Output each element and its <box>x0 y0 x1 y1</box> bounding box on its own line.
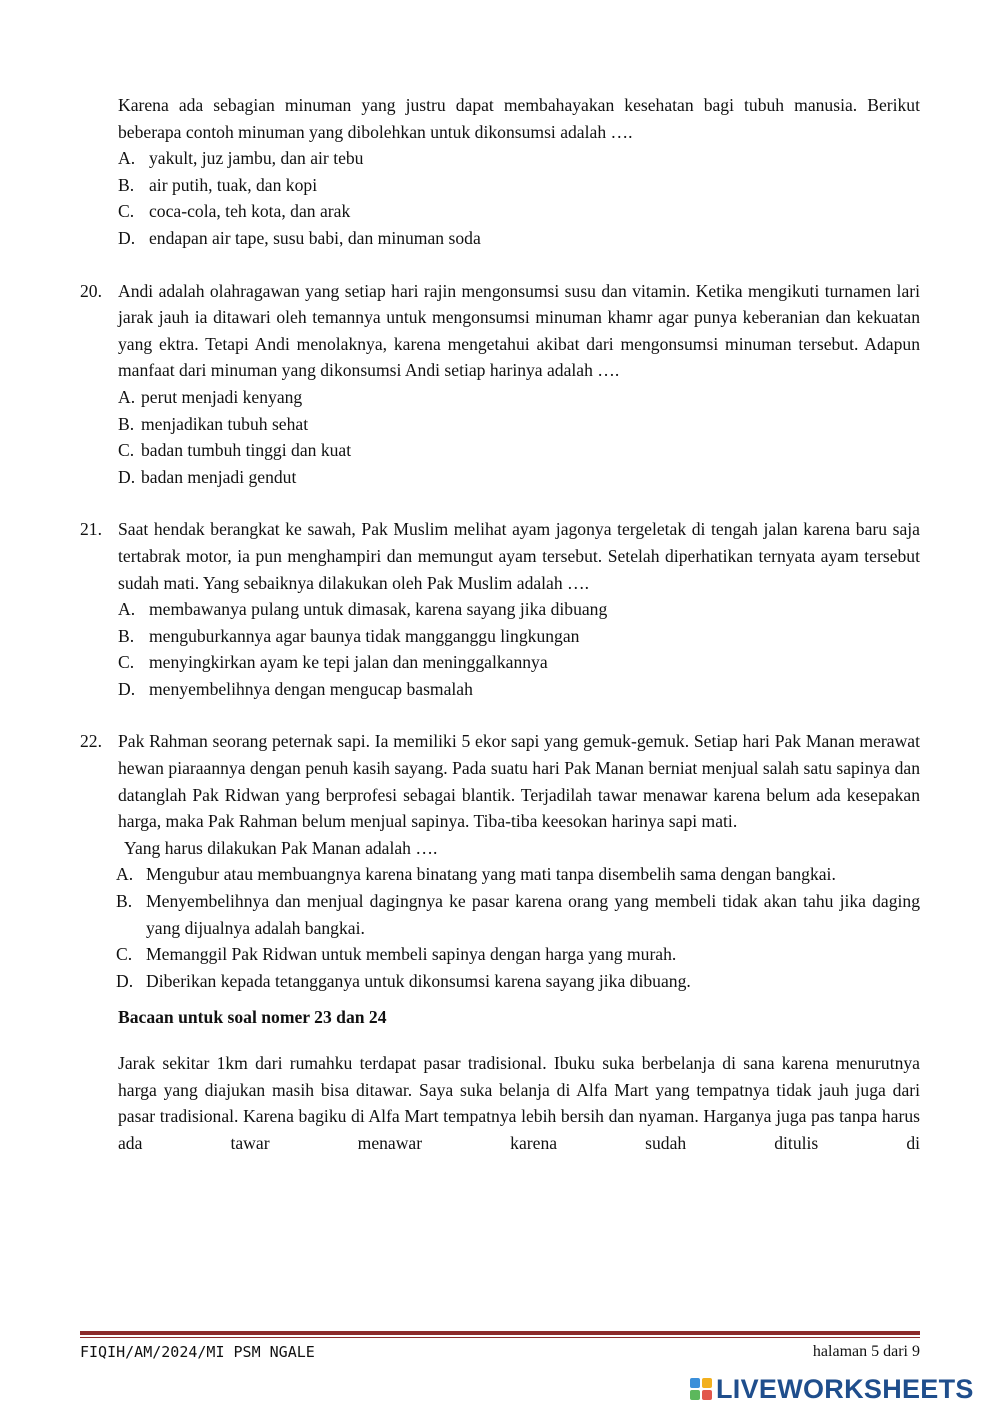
liveworksheets-icon <box>690 1378 712 1400</box>
question-number: 21. <box>80 519 102 540</box>
question-number: 22. <box>80 731 102 752</box>
q20-option-a[interactable]: A. perut menjadi kenyang <box>118 386 303 407</box>
question-text: Andi adalah olahragawan yang setiap hari rajin mengonsumsi susu dan vitamin. Ketika mengikuti turnamen lari jarak jauh ia ditawari oleh temannya untuk mengonsumsi minuman khamr agar punya keberanian dan kekuatan yang ektra. Tetapi Andi menolaknya, karena mengetahui akibat dari mengonsumsi minuman tersebut. Adapun manfaat dari minuman yang dikonsumsi Andi setiap harinya adalah …. <box>118 280 920 381</box>
footer-divider <box>80 1331 920 1338</box>
page-content <box>80 92 920 1156</box>
q19-option-d[interactable]: D. endapan air tape, susu babi, dan minuman soda <box>118 227 481 248</box>
q19-options <box>118 145 920 251</box>
q19-intro: Karena ada sebagian minuman yang justru dapat membahayakan kesehatan bagi tubuh manusia. Berikut beberapa contoh minuman yang dibolehkan untuk dikonsumsi adalah …. <box>118 95 920 142</box>
question-number: 20. <box>80 280 102 301</box>
question-prompt: Yang harus dilakukan Pak Manan adalah …. <box>124 837 438 858</box>
q21-option-c[interactable]: C. menyingkirkan ayam ke tepi jalan dan meninggalkannya <box>118 652 548 673</box>
q20-option-c[interactable]: C. badan tumbuh tinggi dan kuat <box>118 440 352 461</box>
reading-title: Bacaan untuk soal nomer 23 dan 24 <box>118 1007 387 1028</box>
liveworksheets-wordmark: LIVEWORKSHEETS <box>716 1373 974 1404</box>
q22-options <box>116 861 920 994</box>
q19-option-c[interactable]: C. coca-cola, teh kota, dan arak <box>118 201 351 222</box>
q22-option-c[interactable]: C. Memanggil Pak Ridwan untuk membeli sapinya dengan harga yang murah. <box>116 944 677 965</box>
q20-options <box>118 384 920 490</box>
question-22 <box>80 728 920 861</box>
q21-option-d[interactable]: D. menyembelihnya dengan mengucap basmalah <box>118 678 473 699</box>
liveworksheets-logo <box>690 1374 974 1404</box>
question-text: Pak Rahman seorang peternak sapi. Ia memiliki 5 ekor sapi yang gemuk-gemuk. Setiap hari Pak Manan merawat hewan piaraannya dengan penuh kasih sayang. Pada suatu hari Pak Manan berniat menjual salah satu sapinya dan datanglah Pak Ridwan yang berprofesi sebagai blantik. Terjadilah tawar menawar karena belum ada kesepakan harga, maka Pak Rahman belum menjual sapinya. Tiba-tiba keesokan harinya sapi mati. <box>118 731 920 832</box>
reading-passage: Jarak sekitar 1km dari rumahku terdapat pasar tradisional. Ibuku suka berbelanja di sana karena menurutnya harga yang diajukan masih bisa ditawar. Saya suka belanja di Alfa Mart yang tempatnya tidak jauh juga dari pasar tradisional. Karena bagiku di Alfa Mart tempatnya lebih bersih dan nyaman. Harganya juga pas tanpa harus ada tawar menawar karena sudah ditulis di <box>118 1053 920 1153</box>
q21-option-b[interactable]: B. menguburkannya agar baunya tidak mangganggu lingkungan <box>118 625 580 646</box>
q22-option-b[interactable]: B. Menyembelihnya dan menjual dagingnya ke pasar karena orang yang membeli tidak akan tahu jika daging yang dijualnya adalah bangkai. <box>116 891 920 938</box>
footer-course-code: FIQIH/AM/2024/MI PSM NGALE <box>80 1343 315 1361</box>
q22-option-a[interactable]: A. Mengubur atau membuangnya karena binatang yang mati tanpa disembelih sama dengan bangkai. <box>116 864 836 885</box>
footer-page-number: halaman 5 dari 9 <box>812 1343 920 1360</box>
q20-option-b[interactable]: B. menjadikan tubuh sehat <box>118 413 309 434</box>
q20-option-d[interactable]: D. badan menjadi gendut <box>118 466 297 487</box>
question-20 <box>80 278 920 384</box>
q21-option-a[interactable]: A. membawanya pulang untuk dimasak, karena sayang jika dibuang <box>118 599 608 620</box>
q22-option-d[interactable]: D. Diberikan kepada tetangganya untuk dikonsumsi karena sayang jika dibuang. <box>116 970 691 991</box>
q19-option-a[interactable]: A. yakult, juz jambu, dan air tebu <box>118 148 364 169</box>
q21-options <box>118 596 920 702</box>
question-21 <box>80 516 920 596</box>
q19-option-b[interactable]: B. air putih, tuak, dan kopi <box>118 174 318 195</box>
question-text: Saat hendak berangkat ke sawah, Pak Muslim melihat ayam jagonya tergeletak di tengah jalan karena baru saja tertabrak motor, ia pun menghampiri dan memungut ayam tersebut. Setelah diperhatikan ternyata ayam tersebut sudah mati. Yang sebaiknya dilakukan oleh Pak Muslim adalah …. <box>118 519 920 593</box>
